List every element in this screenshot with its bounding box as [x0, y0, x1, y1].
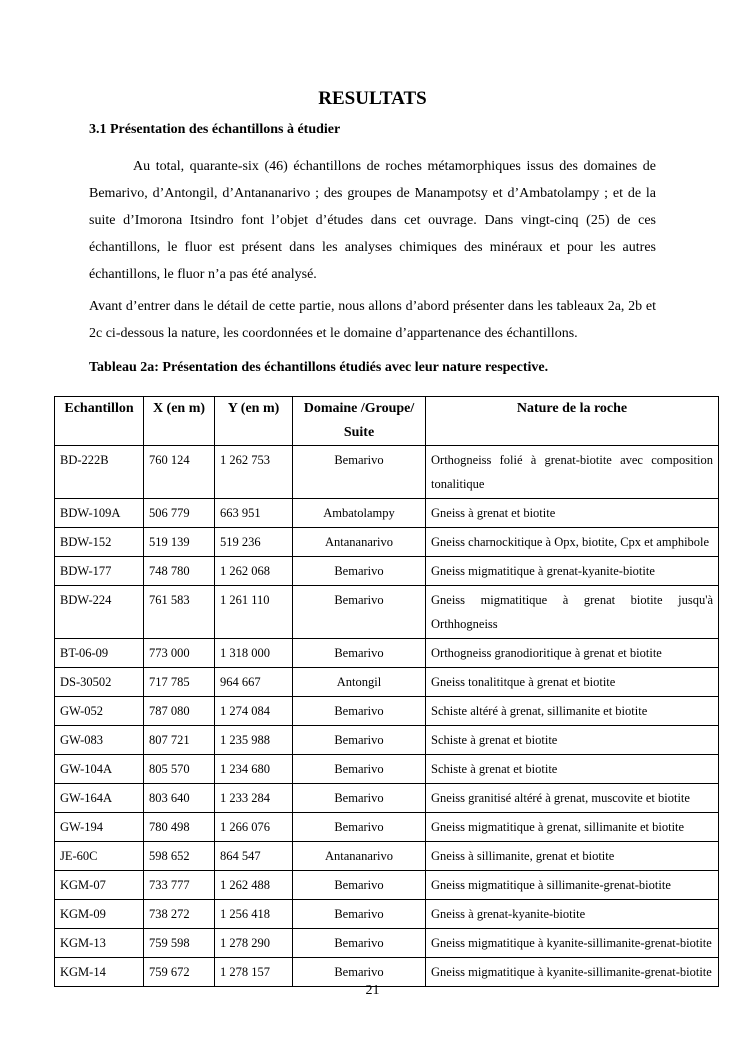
cell-y: 1 274 084: [215, 697, 293, 726]
table-row: [55, 586, 719, 639]
cell-sample: BT-06-09: [55, 639, 144, 668]
cell-sample: JE-60C: [55, 842, 144, 871]
cell-y: 1 318 000: [215, 639, 293, 668]
table-row: [55, 842, 719, 871]
table-caption: Tableau 2a: Présentation des échantillons étudiés avec leur nature respective.: [89, 360, 549, 375]
cell-nature: Gneiss à grenat-kyanite-biotite: [426, 900, 719, 929]
header-nature: Nature de la roche: [426, 397, 719, 446]
cell-sample: KGM-14: [55, 958, 144, 987]
cell-domain: Bemarivo: [293, 900, 426, 929]
table-row: [55, 446, 719, 499]
cell-nature: Gneiss migmatitique à grenat-kyanite-biotite: [426, 557, 719, 586]
cell-y: 1 234 680: [215, 755, 293, 784]
cell-sample: BDW-177: [55, 557, 144, 586]
cell-sample: GW-052: [55, 697, 144, 726]
cell-x: 759 672: [144, 958, 215, 987]
cell-nature: Gneiss migmatitique à grenat, sillimanite et biotite: [426, 813, 719, 842]
table-row: [55, 557, 719, 586]
cell-domain: Bemarivo: [293, 784, 426, 813]
cell-sample: GW-083: [55, 726, 144, 755]
cell-domain: Ambatolampy: [293, 499, 426, 528]
cell-x: 760 124: [144, 446, 215, 499]
cell-x: 773 000: [144, 639, 215, 668]
cell-nature: Gneiss à sillimanite, grenat et biotite: [426, 842, 719, 871]
header-sample: Echantillon: [55, 397, 144, 446]
samples-table: [54, 396, 719, 987]
cell-nature: Orthogneiss granodioritique à grenat et biotite: [426, 639, 719, 668]
header-y: Y (en m): [215, 397, 293, 446]
cell-x: 717 785: [144, 668, 215, 697]
cell-x: 787 080: [144, 697, 215, 726]
section-heading: 3.1 Présentation des échantillons à étudier: [89, 122, 341, 137]
table-row: [55, 784, 719, 813]
cell-nature: Gneiss tonalititque à grenat et biotite: [426, 668, 719, 697]
context-paragraph: Avant d’entrer dans le détail de cette partie, nous allons d’abord présenter dans les tableaux 2a, 2b et 2c ci-dessous la nature, les coordonnées et le domaine d’appartenance des échantillons.: [89, 299, 656, 341]
cell-sample: BDW-109A: [55, 499, 144, 528]
page-number: 21: [365, 983, 380, 998]
table-row: [55, 697, 719, 726]
table-row: [55, 726, 719, 755]
cell-y: 1 235 988: [215, 726, 293, 755]
cell-sample: BD-222B: [55, 446, 144, 499]
cell-sample: KGM-07: [55, 871, 144, 900]
cell-domain: Bemarivo: [293, 639, 426, 668]
cell-x: 759 598: [144, 929, 215, 958]
cell-domain: Bemarivo: [293, 871, 426, 900]
cell-y: 1 262 068: [215, 557, 293, 586]
cell-y: 663 951: [215, 499, 293, 528]
page-title: RESULTATS: [318, 88, 427, 109]
cell-nature: Gneiss migmatitique à kyanite-sillimanite-grenat-biotite: [426, 929, 719, 958]
table-row: [55, 639, 719, 668]
cell-y: 1 278 157: [215, 958, 293, 987]
cell-nature: Gneiss migmatitique à sillimanite-grenat-biotite: [426, 871, 719, 900]
table-row: [55, 813, 719, 842]
cell-y: 1 266 076: [215, 813, 293, 842]
cell-x: 733 777: [144, 871, 215, 900]
cell-nature: Gneiss migmatitique à kyanite-sillimanite-grenat-biotite: [426, 958, 719, 987]
cell-nature: Gneiss à grenat et biotite: [426, 499, 719, 528]
cell-domain: Bemarivo: [293, 446, 426, 499]
cell-y: 864 547: [215, 842, 293, 871]
cell-x: 805 570: [144, 755, 215, 784]
cell-nature: Gneiss granitisé altéré à grenat, muscovite et biotite: [426, 784, 719, 813]
cell-y: 1 233 284: [215, 784, 293, 813]
cell-y: 519 236: [215, 528, 293, 557]
cell-domain: Bemarivo: [293, 813, 426, 842]
cell-sample: KGM-09: [55, 900, 144, 929]
cell-domain: Bemarivo: [293, 958, 426, 987]
cell-nature: Schiste à grenat et biotite: [426, 726, 719, 755]
cell-y: 1 262 753: [215, 446, 293, 499]
table-row: [55, 900, 719, 929]
table-row: [55, 668, 719, 697]
cell-sample: GW-104A: [55, 755, 144, 784]
table-row: [55, 871, 719, 900]
cell-nature: Schiste à grenat et biotite: [426, 755, 719, 784]
table-header-row: [55, 397, 719, 446]
cell-y: 1 262 488: [215, 871, 293, 900]
cell-domain: Bemarivo: [293, 586, 426, 639]
cell-x: 761 583: [144, 586, 215, 639]
cell-domain: Antananarivo: [293, 528, 426, 557]
cell-nature: Schiste altéré à grenat, sillimanite et biotite: [426, 697, 719, 726]
cell-sample: DS-30502: [55, 668, 144, 697]
cell-sample: GW-164A: [55, 784, 144, 813]
table-row: [55, 755, 719, 784]
cell-x: 519 139: [144, 528, 215, 557]
header-x: X (en m): [144, 397, 215, 446]
cell-sample: GW-194: [55, 813, 144, 842]
cell-domain: Bemarivo: [293, 929, 426, 958]
cell-y: 964 667: [215, 668, 293, 697]
cell-domain: Bemarivo: [293, 726, 426, 755]
cell-nature: Gneiss migmatitique à grenat biotite jusqu'à Orthhogneiss: [426, 586, 719, 639]
cell-nature: Orthogneiss folié à grenat-biotite avec composition tonalitique: [426, 446, 719, 499]
table-body: [55, 446, 719, 987]
cell-domain: Bemarivo: [293, 697, 426, 726]
cell-y: 1 278 290: [215, 929, 293, 958]
cell-sample: KGM-13: [55, 929, 144, 958]
cell-domain: Antongil: [293, 668, 426, 697]
cell-domain: Bemarivo: [293, 755, 426, 784]
cell-x: 598 652: [144, 842, 215, 871]
cell-domain: Bemarivo: [293, 557, 426, 586]
table-row: [55, 499, 719, 528]
cell-y: 1 261 110: [215, 586, 293, 639]
cell-sample: BDW-224: [55, 586, 144, 639]
cell-y: 1 256 418: [215, 900, 293, 929]
table-row: [55, 929, 719, 958]
table-row: [55, 528, 719, 557]
cell-x: 803 640: [144, 784, 215, 813]
cell-x: 780 498: [144, 813, 215, 842]
cell-x: 738 272: [144, 900, 215, 929]
cell-nature: Gneiss charnockitique à Opx, biotite, Cpx et amphibole: [426, 528, 719, 557]
cell-x: 506 779: [144, 499, 215, 528]
cell-sample: BDW-152: [55, 528, 144, 557]
cell-x: 748 780: [144, 557, 215, 586]
cell-x: 807 721: [144, 726, 215, 755]
header-domain: Domaine /Groupe/ Suite: [293, 397, 426, 446]
cell-domain: Antananarivo: [293, 842, 426, 871]
intro-paragraph: Au total, quarante-six (46) échantillons de roches métamorphiques issus des domaines de Bemarivo, d’Antongil, d’Antananarivo ; des groupes de Manampotsy et d’Ambatolampy ; et de la suite d’Imorona Itsindro font l’objet d’études dans cet ouvrage. Dans vingt-cinq (25) de ces échantillons, le fluor est présent dans les analyses chimiques des minéraux et pour les autres échantillons, le fluor n’a pas été analysé.: [89, 159, 656, 282]
